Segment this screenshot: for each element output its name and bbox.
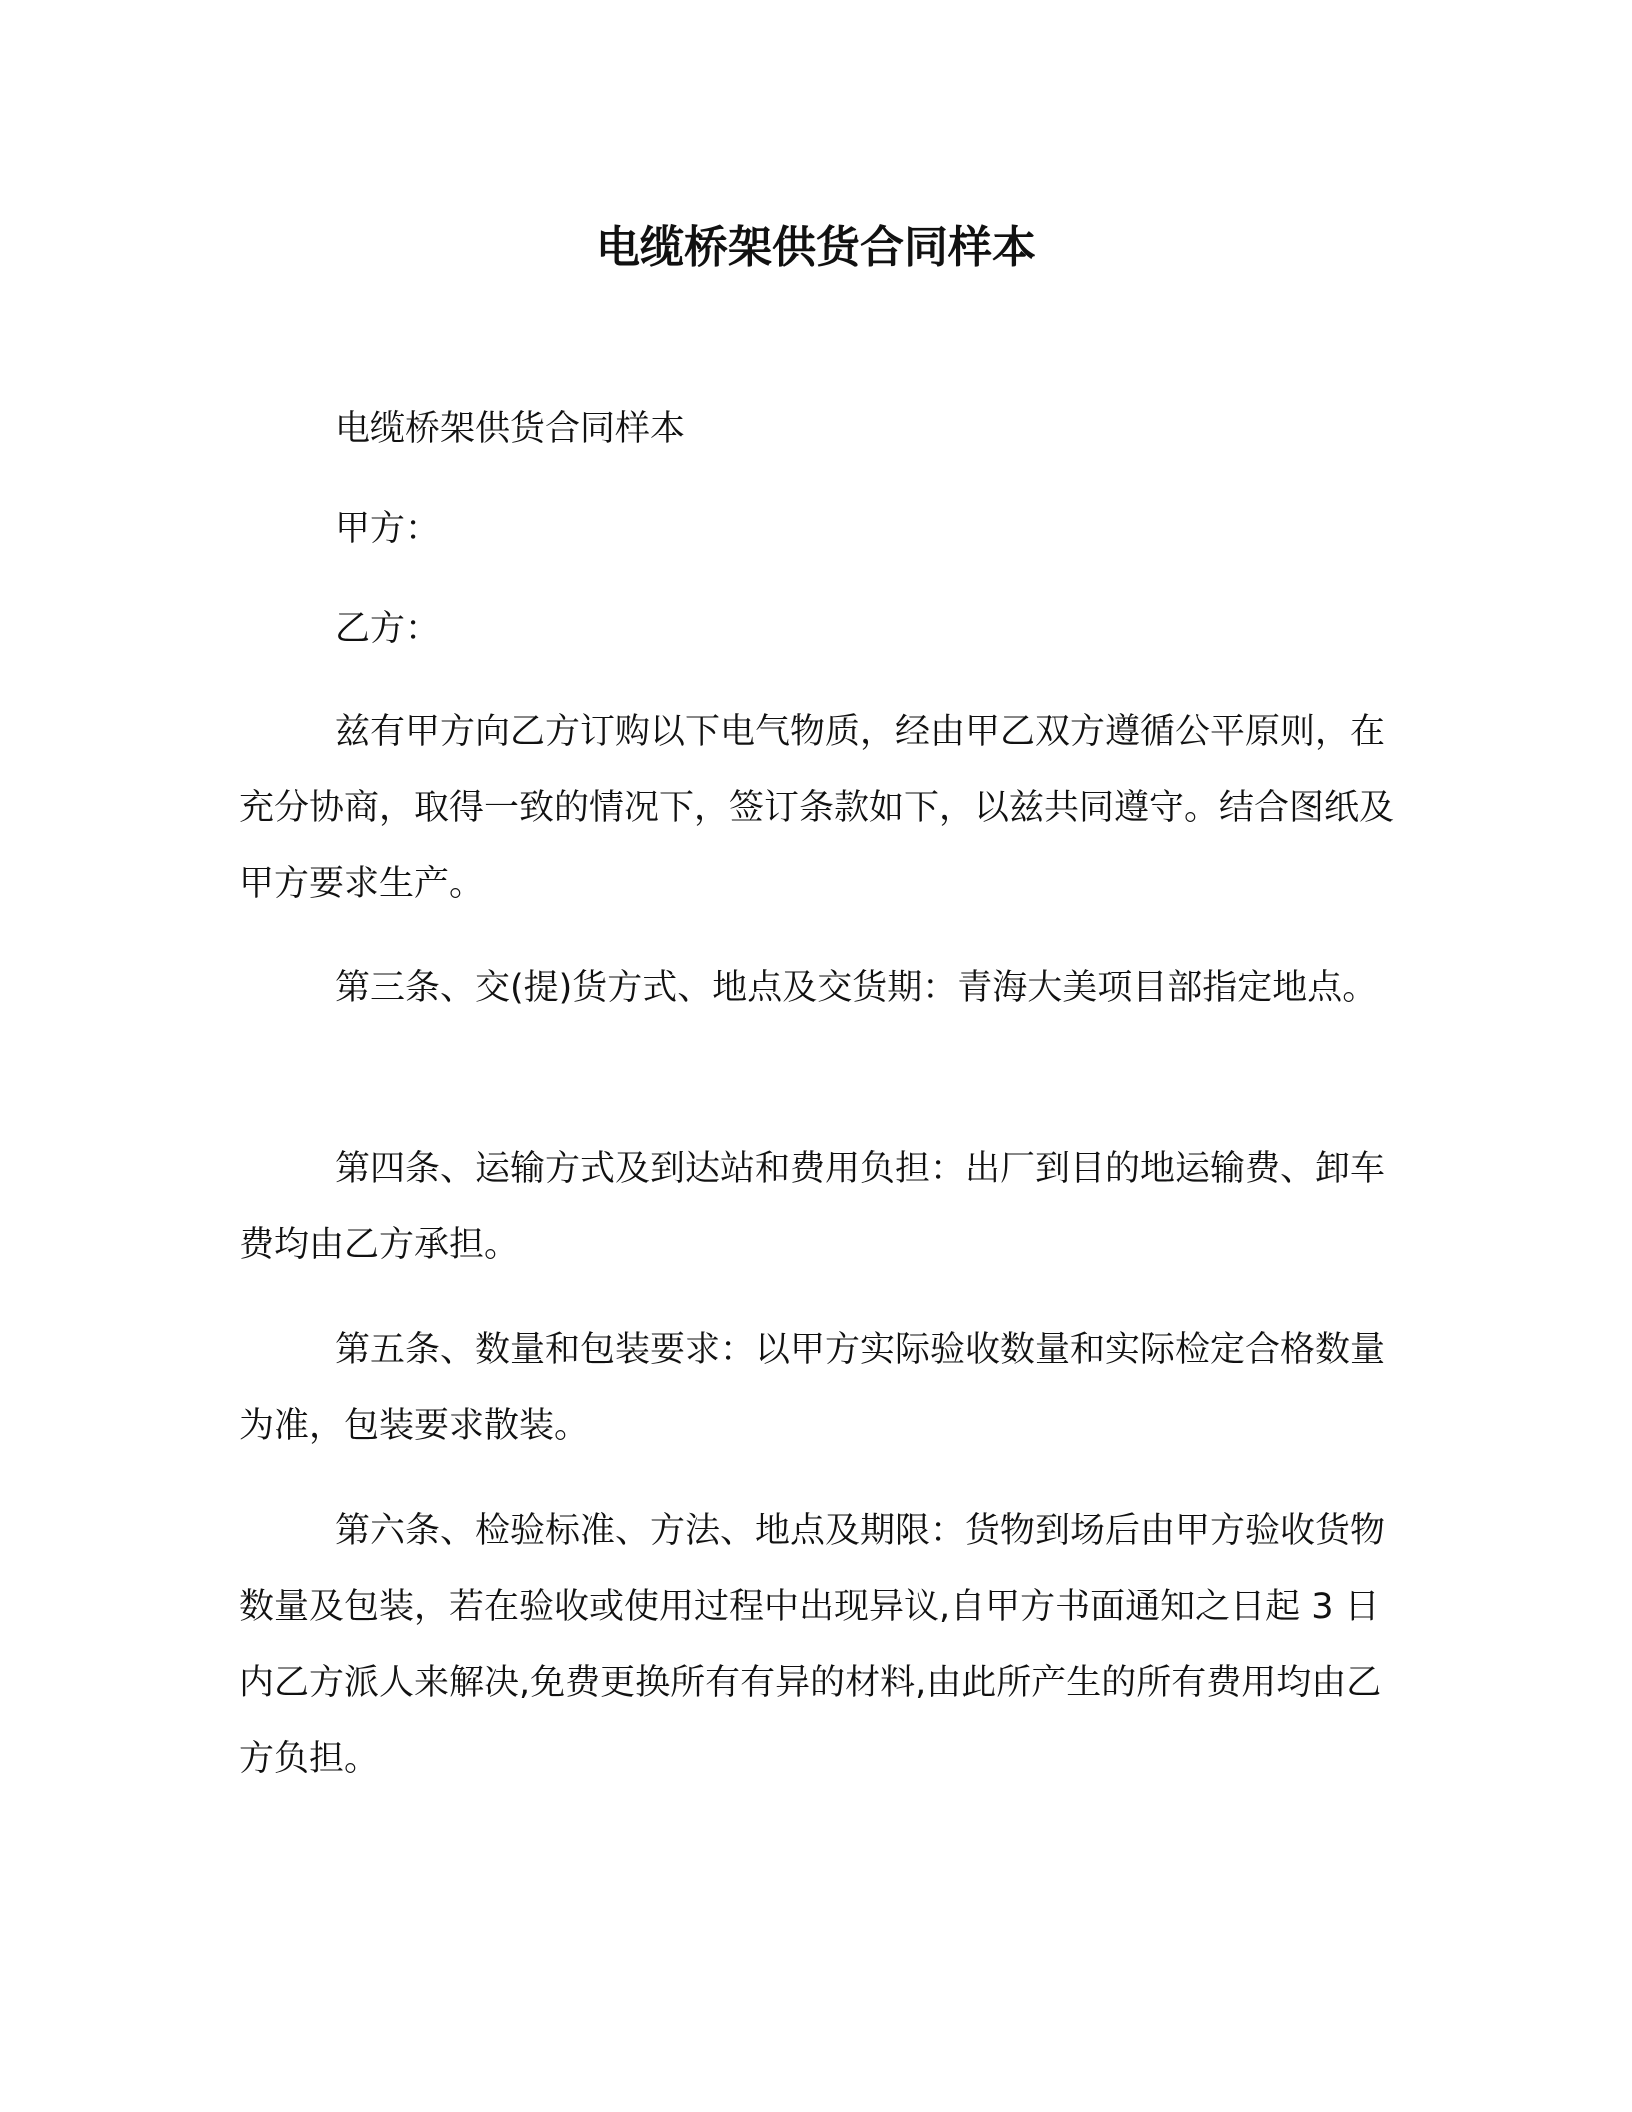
paragraph-article-3: 第三条、交(提)货方式、地点及交货期：青海大美项目部指定地点。	[335, 968, 1378, 1008]
paragraph-intro: 兹有甲方向乙方订购以下电气物质，经由甲乙双方遵循公平原则，在充分协商，取得一致的情况下，签订条款如下，以兹共同遵守。结合图纸及甲方要求生产。	[239, 712, 1395, 904]
document-title: 电缆桥架供货合同样本	[596, 222, 1036, 273]
paragraph-party-a: 甲方：	[335, 509, 441, 549]
paragraph-article-5: 第五条、数量和包装要求：以甲方实际验收数量和实际检定合格数量为准，包装要求散装。	[239, 1330, 1386, 1446]
paragraph-article-6: 第六条、检验标准、方法、地点及期限：货物到场后由甲方验收货物数量及包装，若在验收或使用过程中出现异议,自甲方书面通知之日起 3 日内乙方派人来解决,免费更换所有有异的材料,由此所产生的所有费用均由乙方负担。	[239, 1511, 1386, 1779]
paragraph-article-4: 第四条、运输方式及到达站和费用负担：出厂到目的地运输费、卸车费均由乙方承担。	[239, 1149, 1386, 1265]
paragraph-party-b: 乙方：	[335, 609, 441, 649]
paragraph-subtitle: 电缆桥架供货合同样本	[335, 409, 686, 449]
